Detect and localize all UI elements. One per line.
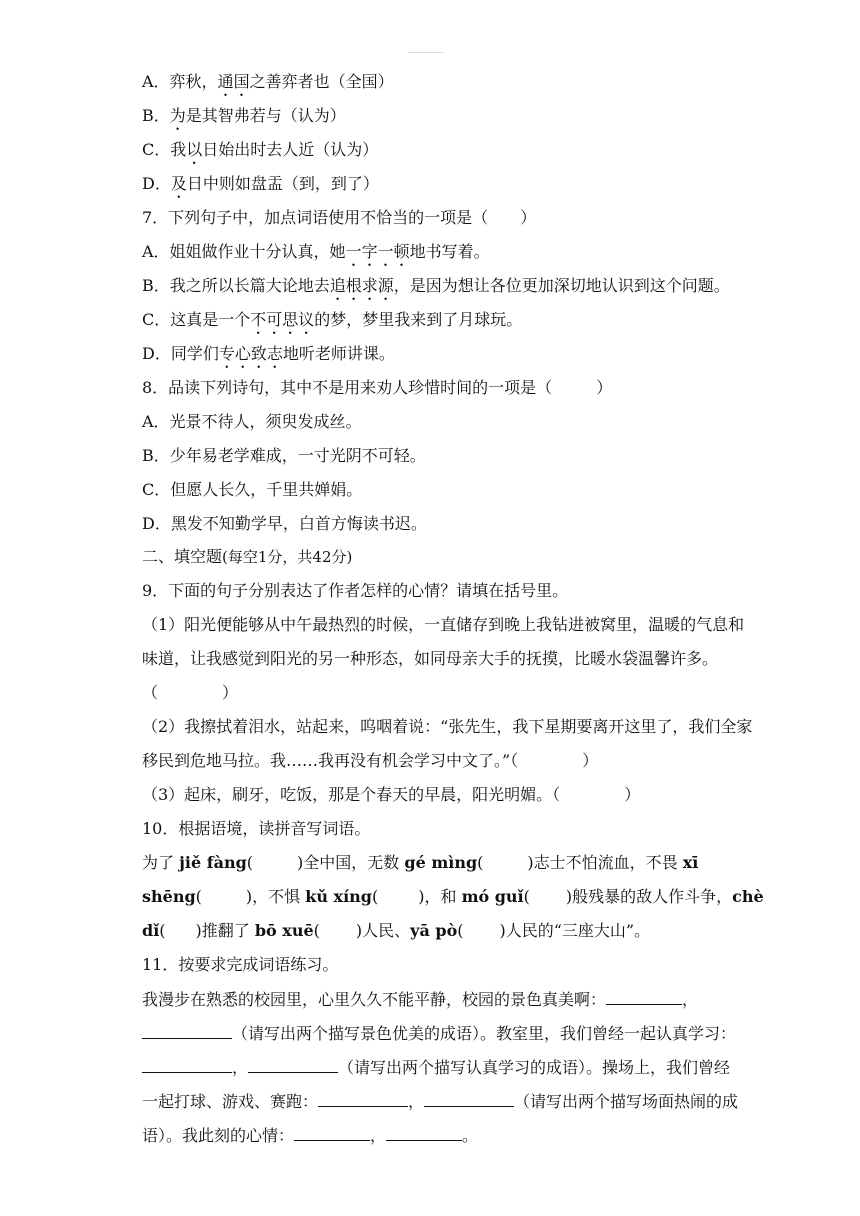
q10-stem: 10．根据语境，读拼音写词语。 — [142, 819, 371, 838]
answer-blank[interactable] — [294, 1126, 370, 1141]
q9-sentence-1-line2: 味道，让我感觉到阳光的另一种形态，如同母亲大手的抚摸，比暖水袋温馨许多。 — [142, 649, 719, 668]
q6-option-b: B．为是其智弗若与（认为） — [142, 106, 346, 125]
q8-stem: 8．品读下列诗句，其中不是用来劝人珍惜时间的一项是（ ） — [142, 378, 613, 397]
q10-line-1: 为了 jiě fàng( )全中国，无数 gé mìng( )志士不怕流血，不畏 xī — [142, 853, 699, 872]
q9-sentence-1-line1: （1）阳光便能够从中午最热烈的时候，一直储存到晚上我钻进被窝里，温暖的气息和 — [142, 615, 745, 634]
q7-option-c: C．这真是一个不可思议的梦，梦里我来到了月球玩。 — [142, 310, 523, 329]
q7-option-b: B．我之所以长篇大论地去追根求源，是因为想让各位更加深切地认识到这个问题。 — [142, 276, 730, 295]
q10-line-2: shēng( )，不惧 kǔ xíng( )，和 mó guǐ( )般残暴的敌人作斗争，chè — [142, 887, 764, 906]
answer-blank[interactable] — [386, 1126, 462, 1141]
q8-option-b: B．少年易老学难成，一寸光阴不可轻。 — [142, 446, 426, 465]
q6-option-a: A．弈秋，通国之善弈者也（全国） — [142, 72, 394, 91]
answer-blank[interactable] — [142, 1024, 232, 1039]
answer-blank[interactable] — [606, 990, 682, 1005]
q9-sentence-2-line1: （2）我擦拭着泪水，站起来，呜咽着说：“张先生，我下星期要离开这里了，我们全家 — [142, 717, 753, 736]
section-title: 二、填空题(每空1分，共42分) — [142, 547, 353, 566]
q9-answer-1: （ ） — [142, 683, 239, 702]
q7-option-d: D．同学们专心致志地听老师讲课。 — [142, 344, 395, 363]
top-divider — [408, 52, 444, 53]
q11-line-2: （请写出两个描写景色优美的成语）。教室里，我们曾经一起认真学习： — [142, 1024, 736, 1044]
q9-stem: 9．下面的句子分别表达了作者怎样的心情？请填在括号里。 — [142, 581, 569, 600]
q11-line-3: ， （请写出两个描写认真学习的成语）。操场上，我们曾经 — [142, 1058, 730, 1078]
q8-option-d: D．黑发不知勤学早，白首方悔读书迟。 — [142, 514, 427, 533]
q6-option-c: C．我以日始出时去人近（认为） — [142, 140, 379, 159]
q6-option-d: D．及日中则如盘盂（到，到了） — [142, 174, 379, 193]
q11-line-5: 语）。我此刻的心情： ， 。 — [142, 1126, 479, 1145]
q11-line-4: 一起打球、游戏、赛跑： ， （请写出两个描写场面热闹的成 — [142, 1092, 739, 1111]
q11-line-1: 我漫步在熟悉的校园里，心里久久不能平静，校园的景色真美啊： ， — [142, 990, 699, 1009]
q11-stem: 11．按要求完成词语练习。 — [142, 955, 339, 974]
answer-blank[interactable] — [142, 1058, 232, 1073]
q10-line-3: dǐ( )推翻了 bō xuē( )人民、yā pò( )人民的“三座大山”。 — [142, 921, 651, 940]
answer-blank[interactable] — [318, 1092, 408, 1107]
q8-option-a: A．光景不待人，须臾发成丝。 — [142, 412, 362, 431]
q8-option-c: C．但愿人长久，千里共婵娟。 — [142, 480, 363, 499]
q9-sentence-3: （3）起床，刷牙，吃饭，那是个春天的早晨，阳光明媚。（ ） — [142, 785, 641, 804]
q7-stem: 7．下列句子中，加点词语使用不恰当的一项是（ ） — [142, 208, 537, 227]
q9-sentence-2-line2: 移民到危地马拉。我……我再没有机会学习中文了。”（ ） — [142, 751, 599, 770]
answer-blank[interactable] — [424, 1092, 514, 1107]
q7-option-a: A．姐姐做作业十分认真，她一字一顿地书写着。 — [142, 242, 490, 261]
answer-blank[interactable] — [248, 1058, 338, 1073]
